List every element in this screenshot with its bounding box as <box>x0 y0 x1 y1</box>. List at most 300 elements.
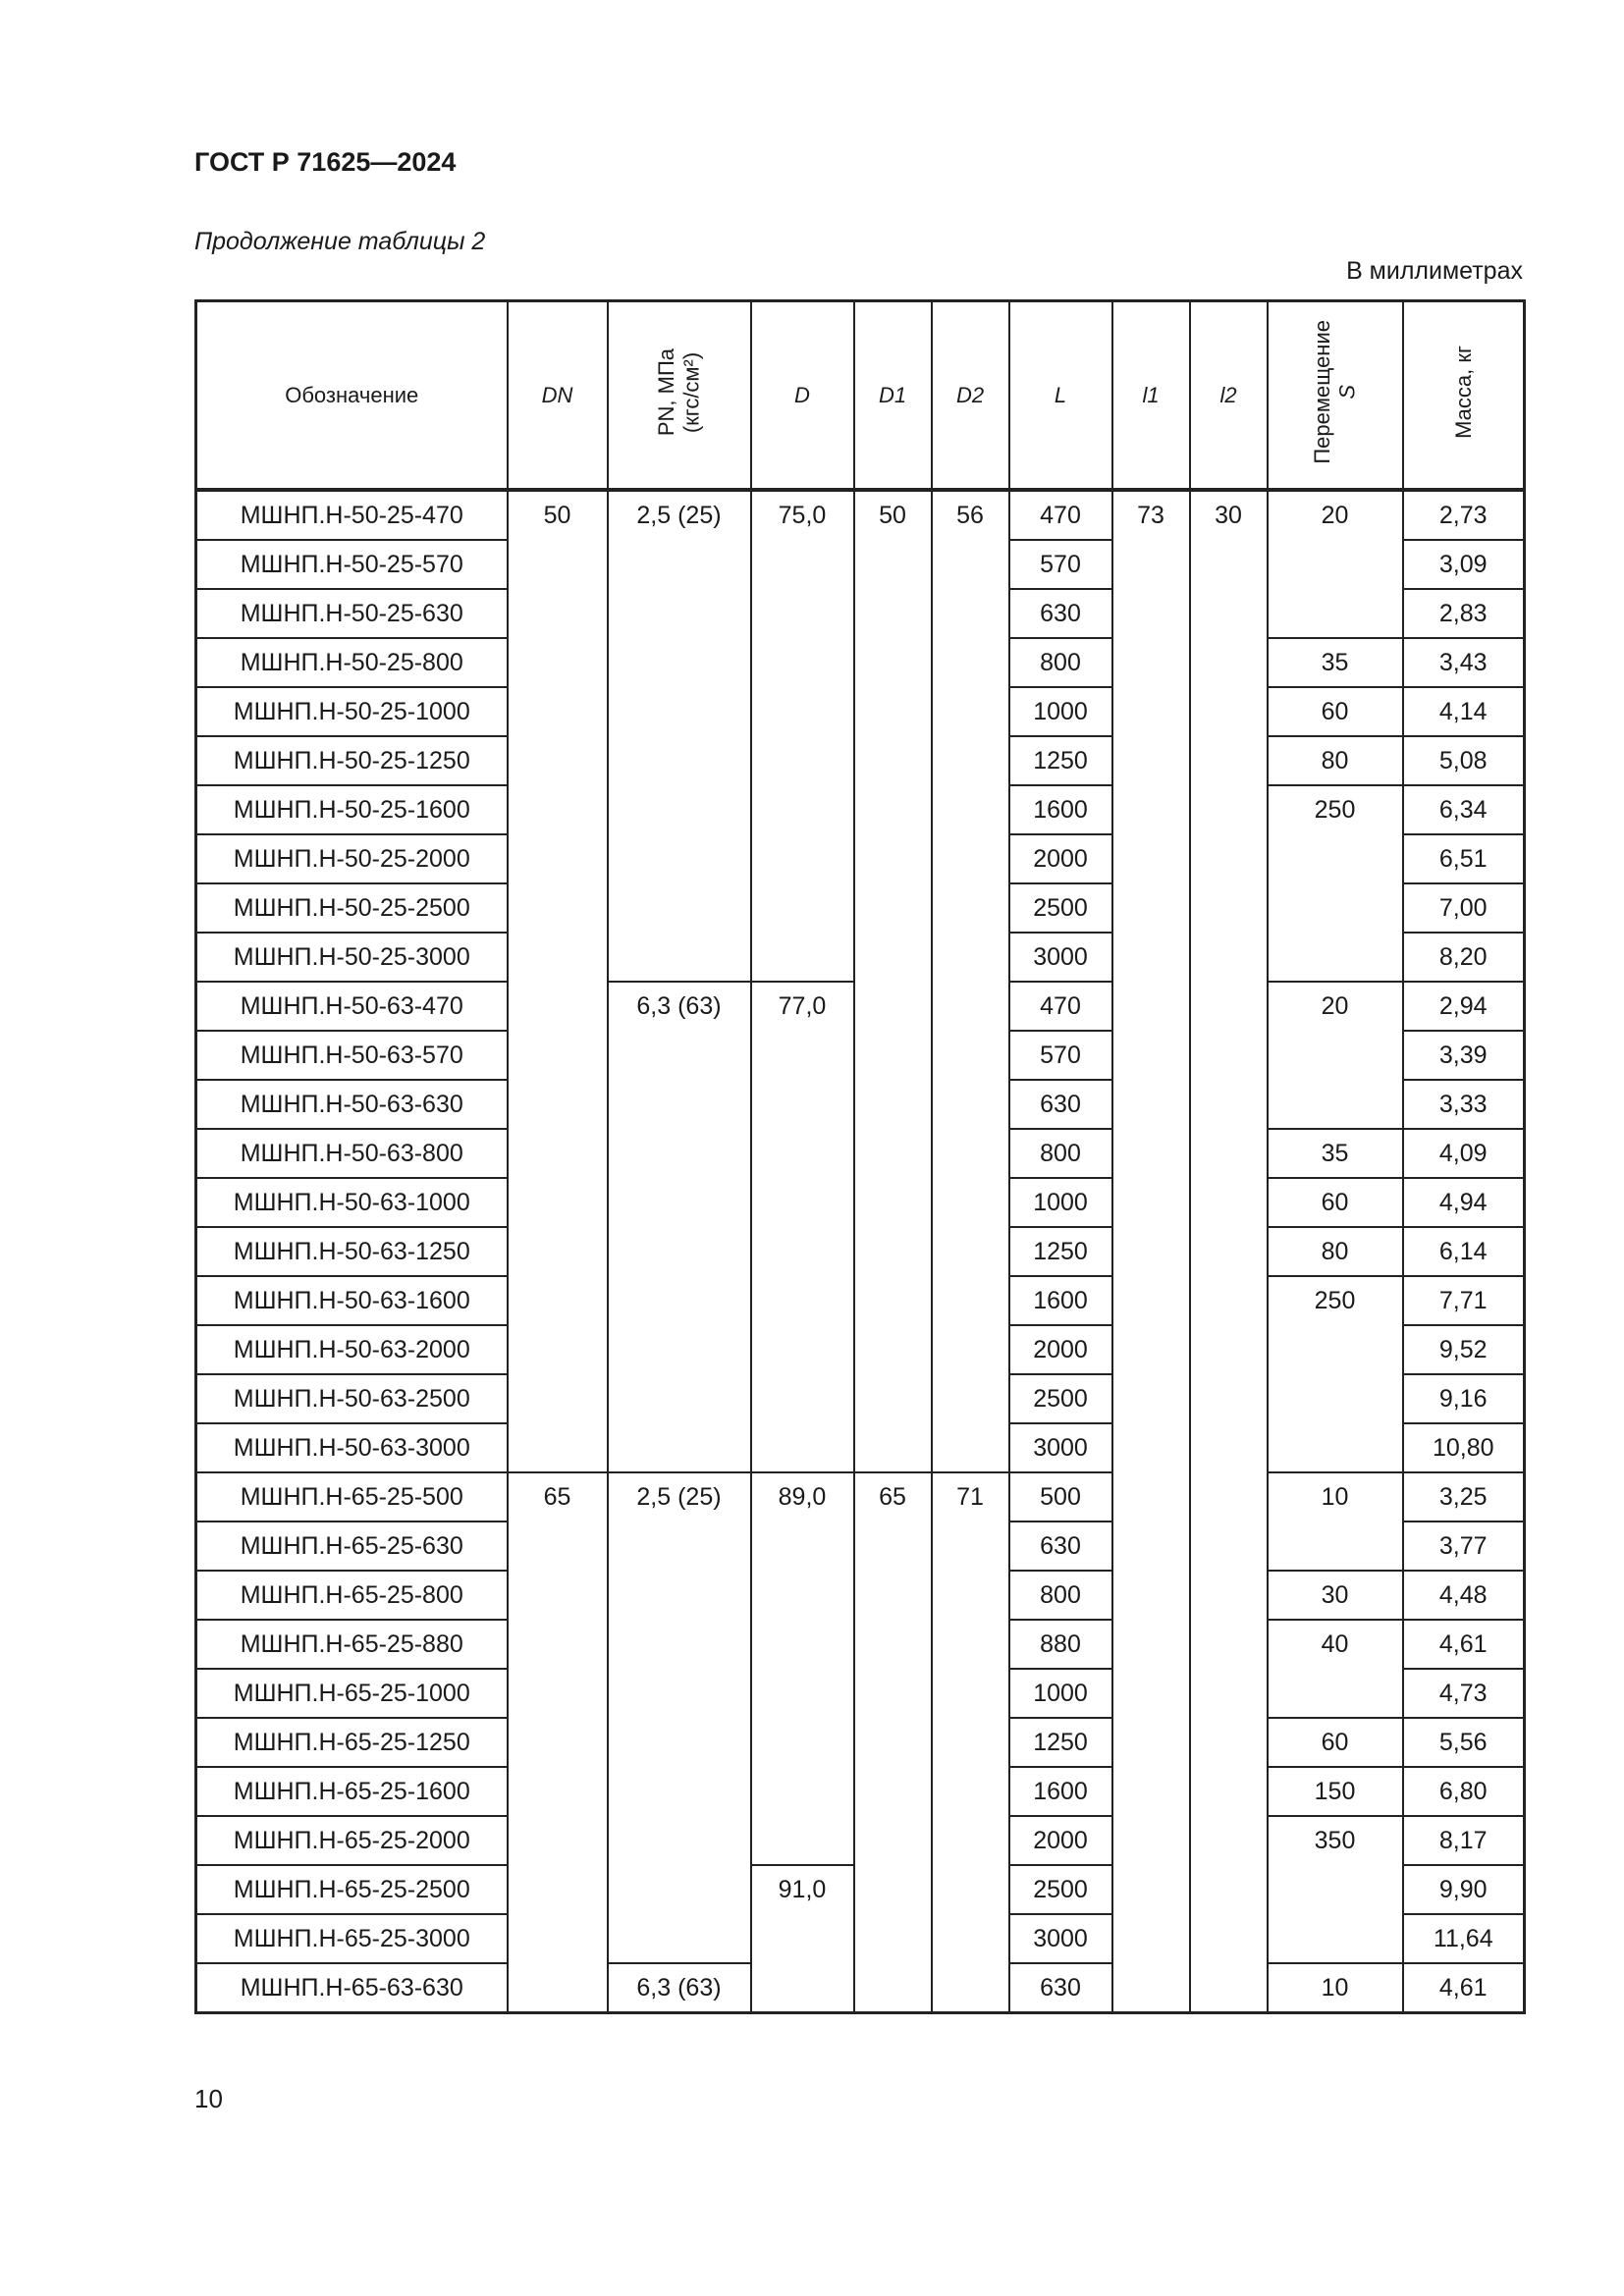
spec-table <box>194 299 1526 2014</box>
cell-name: МШНП.Н-50-63-1000 <box>196 1178 508 1227</box>
cell-name: МШНП.Н-50-25-1250 <box>196 736 508 785</box>
col-d2: D2 <box>932 301 1009 491</box>
table-body <box>196 490 1525 2013</box>
cell-s: 60 <box>1268 687 1403 736</box>
cell-d1 <box>854 933 932 982</box>
cell-name: МШНП.Н-50-63-570 <box>196 1031 508 1080</box>
cell-name: МШНП.Н-50-25-470 <box>196 490 508 540</box>
cell-d2 <box>932 1325 1009 1374</box>
cell-d <box>751 1522 854 1571</box>
cell-l: 1000 <box>1009 1669 1112 1718</box>
cell-s <box>1268 1325 1403 1374</box>
cell-pn <box>608 1669 751 1718</box>
cell-d2 <box>932 834 1009 883</box>
cell-dn <box>508 1080 608 1129</box>
cell-pn <box>608 1080 751 1129</box>
col-pn-line2: (кгс/см²) <box>678 351 704 433</box>
cell-l2 <box>1190 1080 1268 1129</box>
cell-dn <box>508 834 608 883</box>
cell-mass: 3,77 <box>1403 1522 1525 1571</box>
cell-dn <box>508 1767 608 1816</box>
cell-l2 <box>1190 834 1268 883</box>
cell-dn <box>508 1031 608 1080</box>
cell-dn <box>508 933 608 982</box>
cell-l: 630 <box>1009 589 1112 638</box>
cell-mass: 6,14 <box>1403 1227 1525 1276</box>
cell-d <box>751 1080 854 1129</box>
cell-pn <box>608 1767 751 1816</box>
cell-l: 800 <box>1009 1571 1112 1620</box>
cell-d1 <box>854 1914 932 1963</box>
cell-l1 <box>1112 982 1190 1031</box>
cell-s <box>1268 1914 1403 1963</box>
cell-d <box>751 1963 854 2013</box>
cell-d2 <box>932 589 1009 638</box>
cell-d <box>751 1325 854 1374</box>
cell-d1 <box>854 1276 932 1325</box>
cell-mass: 8,17 <box>1403 1816 1525 1865</box>
cell-s: 250 <box>1268 1276 1403 1325</box>
cell-d2 <box>932 1031 1009 1080</box>
cell-mass: 4,14 <box>1403 687 1525 736</box>
cell-l1 <box>1112 1472 1190 1522</box>
cell-l1 <box>1112 834 1190 883</box>
cell-l2 <box>1190 589 1268 638</box>
cell-s <box>1268 1080 1403 1129</box>
cell-l1 <box>1112 1718 1190 1767</box>
cell-l2 <box>1190 785 1268 834</box>
cell-l: 1600 <box>1009 785 1112 834</box>
cell-s: 350 <box>1268 1816 1403 1865</box>
cell-d <box>751 1718 854 1767</box>
cell-s <box>1268 933 1403 982</box>
cell-dn <box>508 540 608 589</box>
cell-d1 <box>854 834 932 883</box>
cell-d1: 50 <box>854 490 932 540</box>
table-row <box>196 834 1525 883</box>
cell-d2 <box>932 1718 1009 1767</box>
cell-dn <box>508 589 608 638</box>
cell-name: МШНП.Н-50-63-3000 <box>196 1423 508 1472</box>
table-row <box>196 490 1525 540</box>
cell-mass: 3,39 <box>1403 1031 1525 1080</box>
table-row <box>196 1423 1525 1472</box>
cell-l1 <box>1112 933 1190 982</box>
table-caption: Продолжение таблицы 2 <box>194 228 486 255</box>
cell-name: МШНП.Н-65-25-2500 <box>196 1865 508 1914</box>
cell-d <box>751 736 854 785</box>
cell-l2 <box>1190 1325 1268 1374</box>
cell-dn <box>508 1914 608 1963</box>
table-row <box>196 589 1525 638</box>
cell-s <box>1268 1031 1403 1080</box>
cell-name: МШНП.Н-50-25-570 <box>196 540 508 589</box>
cell-mass: 9,90 <box>1403 1865 1525 1914</box>
cell-name: МШНП.Н-50-25-1600 <box>196 785 508 834</box>
cell-name: МШНП.Н-50-63-470 <box>196 982 508 1031</box>
cell-l: 1600 <box>1009 1276 1112 1325</box>
cell-s: 80 <box>1268 736 1403 785</box>
cell-dn <box>508 1669 608 1718</box>
cell-s: 10 <box>1268 1963 1403 2013</box>
cell-s <box>1268 1669 1403 1718</box>
cell-dn <box>508 883 608 933</box>
cell-pn <box>608 1620 751 1669</box>
cell-d: 77,0 <box>751 982 854 1031</box>
cell-pn <box>608 1276 751 1325</box>
cell-l: 2000 <box>1009 1816 1112 1865</box>
cell-dn <box>508 736 608 785</box>
cell-l1 <box>1112 1423 1190 1472</box>
cell-l: 2500 <box>1009 883 1112 933</box>
cell-l2 <box>1190 638 1268 687</box>
cell-l1 <box>1112 1865 1190 1914</box>
cell-dn: 65 <box>508 1472 608 1522</box>
cell-name: МШНП.Н-65-25-2000 <box>196 1816 508 1865</box>
cell-d <box>751 1276 854 1325</box>
cell-l2 <box>1190 1472 1268 1522</box>
cell-d <box>751 1914 854 1963</box>
cell-dn <box>508 1865 608 1914</box>
col-movement-line1: Перемещение <box>1310 320 1335 464</box>
cell-d2 <box>932 1669 1009 1718</box>
cell-d <box>751 1571 854 1620</box>
cell-d1 <box>854 1227 932 1276</box>
cell-s <box>1268 540 1403 589</box>
cell-d2 <box>932 1963 1009 2013</box>
cell-l1 <box>1112 1620 1190 1669</box>
table-row <box>196 982 1525 1031</box>
page-number: 10 <box>194 2084 223 2113</box>
col-d1: D1 <box>854 301 932 491</box>
cell-d: 91,0 <box>751 1865 854 1914</box>
cell-d1 <box>854 1178 932 1227</box>
cell-dn <box>508 1718 608 1767</box>
table-row <box>196 1571 1525 1620</box>
cell-l2 <box>1190 1374 1268 1423</box>
col-designation: Обозначение <box>196 301 508 491</box>
cell-l1 <box>1112 1963 1190 2013</box>
table-row <box>196 1914 1525 1963</box>
cell-l2 <box>1190 1816 1268 1865</box>
table-row <box>196 736 1525 785</box>
cell-l1 <box>1112 589 1190 638</box>
cell-mass: 10,80 <box>1403 1423 1525 1472</box>
cell-dn: 50 <box>508 490 608 540</box>
cell-mass: 6,34 <box>1403 785 1525 834</box>
table-row <box>196 1472 1525 1522</box>
cell-l2 <box>1190 1865 1268 1914</box>
table-row <box>196 1522 1525 1571</box>
cell-dn <box>508 1522 608 1571</box>
cell-l2 <box>1190 1571 1268 1620</box>
cell-d1 <box>854 1423 932 1472</box>
cell-d <box>751 883 854 933</box>
cell-d2 <box>932 540 1009 589</box>
cell-dn <box>508 982 608 1031</box>
table-row <box>196 1227 1525 1276</box>
table-row <box>196 883 1525 933</box>
cell-pn <box>608 1816 751 1865</box>
cell-d1 <box>854 1522 932 1571</box>
cell-d1 <box>854 1374 932 1423</box>
cell-d <box>751 1669 854 1718</box>
cell-d2 <box>932 1767 1009 1816</box>
cell-mass: 3,09 <box>1403 540 1525 589</box>
table-row <box>196 1963 1525 2013</box>
cell-l: 1250 <box>1009 1718 1112 1767</box>
cell-d2 <box>932 1227 1009 1276</box>
cell-name: МШНП.Н-50-63-2000 <box>196 1325 508 1374</box>
cell-d: 75,0 <box>751 490 854 540</box>
cell-d <box>751 1031 854 1080</box>
cell-d <box>751 785 854 834</box>
cell-l2 <box>1190 1129 1268 1178</box>
cell-pn <box>608 1718 751 1767</box>
cell-l1 <box>1112 1816 1190 1865</box>
cell-mass: 2,94 <box>1403 982 1525 1031</box>
cell-mass: 4,61 <box>1403 1963 1525 2013</box>
cell-name: МШНП.Н-50-25-1000 <box>196 687 508 736</box>
cell-dn <box>508 1325 608 1374</box>
cell-d1 <box>854 638 932 687</box>
cell-dn <box>508 687 608 736</box>
cell-pn <box>608 933 751 982</box>
cell-name: МШНП.Н-65-25-800 <box>196 1571 508 1620</box>
cell-pn <box>608 785 751 834</box>
cell-d2 <box>932 687 1009 736</box>
cell-l1 <box>1112 1178 1190 1227</box>
table-row <box>196 687 1525 736</box>
col-dn: DN <box>508 301 608 491</box>
cell-l: 3000 <box>1009 1914 1112 1963</box>
cell-l: 470 <box>1009 490 1112 540</box>
cell-d1 <box>854 1571 932 1620</box>
cell-dn <box>508 1571 608 1620</box>
cell-pn <box>608 883 751 933</box>
cell-l1 <box>1112 1129 1190 1178</box>
cell-s: 40 <box>1268 1620 1403 1669</box>
cell-d <box>751 1816 854 1865</box>
cell-l1 <box>1112 638 1190 687</box>
cell-d2 <box>932 883 1009 933</box>
cell-name: МШНП.Н-50-25-3000 <box>196 933 508 982</box>
cell-d2 <box>932 1816 1009 1865</box>
table-row <box>196 1374 1525 1423</box>
col-mass: Масса, кг <box>1403 301 1525 491</box>
cell-d <box>751 933 854 982</box>
cell-d1 <box>854 687 932 736</box>
table-row <box>196 1669 1525 1718</box>
cell-d1 <box>854 1816 932 1865</box>
cell-pn <box>608 736 751 785</box>
cell-name: МШНП.Н-65-25-3000 <box>196 1914 508 1963</box>
cell-dn <box>508 1276 608 1325</box>
cell-pn <box>608 1374 751 1423</box>
cell-l: 500 <box>1009 1472 1112 1522</box>
cell-l2 <box>1190 1669 1268 1718</box>
cell-l2 <box>1190 1620 1268 1669</box>
cell-l2 <box>1190 687 1268 736</box>
cell-dn <box>508 1178 608 1227</box>
cell-l1 <box>1112 1227 1190 1276</box>
cell-l1 <box>1112 736 1190 785</box>
cell-l2 <box>1190 1522 1268 1571</box>
cell-s <box>1268 1522 1403 1571</box>
cell-d <box>751 1227 854 1276</box>
cell-name: МШНП.Н-65-25-1600 <box>196 1767 508 1816</box>
cell-dn <box>508 1963 608 2013</box>
cell-pn <box>608 687 751 736</box>
cell-name: МШНП.Н-50-25-2500 <box>196 883 508 933</box>
cell-name: МШНП.Н-50-25-800 <box>196 638 508 687</box>
cell-d <box>751 589 854 638</box>
cell-d2 <box>932 1571 1009 1620</box>
cell-l: 470 <box>1009 982 1112 1031</box>
cell-mass: 3,43 <box>1403 638 1525 687</box>
cell-l: 3000 <box>1009 1423 1112 1472</box>
cell-s: 250 <box>1268 785 1403 834</box>
cell-s: 60 <box>1268 1718 1403 1767</box>
cell-l2 <box>1190 1423 1268 1472</box>
cell-pn <box>608 1178 751 1227</box>
cell-name: МШНП.Н-65-25-1250 <box>196 1718 508 1767</box>
cell-pn <box>608 540 751 589</box>
cell-d1 <box>854 1718 932 1767</box>
table-row <box>196 1865 1525 1914</box>
cell-l1 <box>1112 1571 1190 1620</box>
cell-l2 <box>1190 1963 1268 2013</box>
cell-s <box>1268 834 1403 883</box>
cell-name: МШНП.Н-50-63-630 <box>196 1080 508 1129</box>
cell-l1 <box>1112 1669 1190 1718</box>
cell-l: 570 <box>1009 1031 1112 1080</box>
table-row <box>196 1718 1525 1767</box>
cell-l2 <box>1190 1914 1268 1963</box>
cell-mass: 2,73 <box>1403 490 1525 540</box>
cell-pn <box>608 1865 751 1914</box>
cell-name: МШНП.Н-50-63-800 <box>196 1129 508 1178</box>
cell-d <box>751 1423 854 1472</box>
table-row <box>196 1031 1525 1080</box>
cell-l1 <box>1112 1767 1190 1816</box>
table-row <box>196 933 1525 982</box>
cell-mass: 4,09 <box>1403 1129 1525 1178</box>
cell-s <box>1268 589 1403 638</box>
cell-mass: 6,51 <box>1403 834 1525 883</box>
cell-mass: 5,56 <box>1403 1718 1525 1767</box>
cell-d2: 56 <box>932 490 1009 540</box>
cell-l1 <box>1112 687 1190 736</box>
cell-l1: 73 <box>1112 490 1190 540</box>
cell-d2 <box>932 1620 1009 1669</box>
cell-mass: 7,00 <box>1403 883 1525 933</box>
cell-mass: 4,61 <box>1403 1620 1525 1669</box>
cell-l: 800 <box>1009 638 1112 687</box>
cell-name: МШНП.Н-50-63-1250 <box>196 1227 508 1276</box>
cell-d <box>751 1178 854 1227</box>
cell-d1 <box>854 1865 932 1914</box>
cell-d2: 71 <box>932 1472 1009 1522</box>
cell-l2 <box>1190 1031 1268 1080</box>
cell-name: МШНП.Н-50-25-630 <box>196 589 508 638</box>
cell-pn <box>608 1423 751 1472</box>
cell-mass: 3,25 <box>1403 1472 1525 1522</box>
cell-l2 <box>1190 1178 1268 1227</box>
document-code: ГОСТ Р 71625—2024 <box>194 147 457 177</box>
cell-l1 <box>1112 1374 1190 1423</box>
cell-pn <box>608 834 751 883</box>
cell-pn: 6,3 (63) <box>608 982 751 1031</box>
cell-d2 <box>932 638 1009 687</box>
cell-s <box>1268 883 1403 933</box>
cell-pn: 2,5 (25) <box>608 490 751 540</box>
cell-s: 80 <box>1268 1227 1403 1276</box>
cell-dn <box>508 785 608 834</box>
col-l: L <box>1009 301 1112 491</box>
cell-d2 <box>932 1914 1009 1963</box>
cell-s: 20 <box>1268 982 1403 1031</box>
cell-d <box>751 1129 854 1178</box>
cell-mass: 4,48 <box>1403 1571 1525 1620</box>
cell-name: МШНП.Н-50-63-1600 <box>196 1276 508 1325</box>
cell-pn <box>608 1325 751 1374</box>
cell-l: 2500 <box>1009 1374 1112 1423</box>
cell-l: 3000 <box>1009 933 1112 982</box>
cell-pn <box>608 1129 751 1178</box>
cell-mass: 11,64 <box>1403 1914 1525 1963</box>
cell-d <box>751 1620 854 1669</box>
cell-d <box>751 638 854 687</box>
cell-dn <box>508 1620 608 1669</box>
cell-d1 <box>854 1963 932 2013</box>
cell-d1 <box>854 1620 932 1669</box>
cell-name: МШНП.Н-50-63-2500 <box>196 1374 508 1423</box>
cell-mass: 5,08 <box>1403 736 1525 785</box>
table-row <box>196 1816 1525 1865</box>
table-row <box>196 1276 1525 1325</box>
table-row <box>196 1129 1525 1178</box>
cell-d <box>751 540 854 589</box>
cell-l1 <box>1112 540 1190 589</box>
cell-l2 <box>1190 933 1268 982</box>
units-note: В миллиметрах <box>1346 257 1523 285</box>
cell-d2 <box>932 785 1009 834</box>
cell-d <box>751 1767 854 1816</box>
cell-name: МШНП.Н-65-25-1000 <box>196 1669 508 1718</box>
cell-pn <box>608 1031 751 1080</box>
table-row <box>196 1767 1525 1816</box>
table-row <box>196 1325 1525 1374</box>
cell-dn <box>508 1227 608 1276</box>
cell-l: 1250 <box>1009 1227 1112 1276</box>
table-row <box>196 638 1525 687</box>
cell-name: МШНП.Н-65-63-630 <box>196 1963 508 2013</box>
cell-l1 <box>1112 1276 1190 1325</box>
col-d: D <box>751 301 854 491</box>
cell-l2 <box>1190 1227 1268 1276</box>
cell-d <box>751 687 854 736</box>
cell-l: 880 <box>1009 1620 1112 1669</box>
cell-s <box>1268 1865 1403 1914</box>
cell-l: 2500 <box>1009 1865 1112 1914</box>
cell-d1 <box>854 540 932 589</box>
cell-l2 <box>1190 1767 1268 1816</box>
cell-l2 <box>1190 1276 1268 1325</box>
cell-d1 <box>854 1129 932 1178</box>
cell-pn <box>608 1914 751 1963</box>
cell-l1 <box>1112 883 1190 933</box>
